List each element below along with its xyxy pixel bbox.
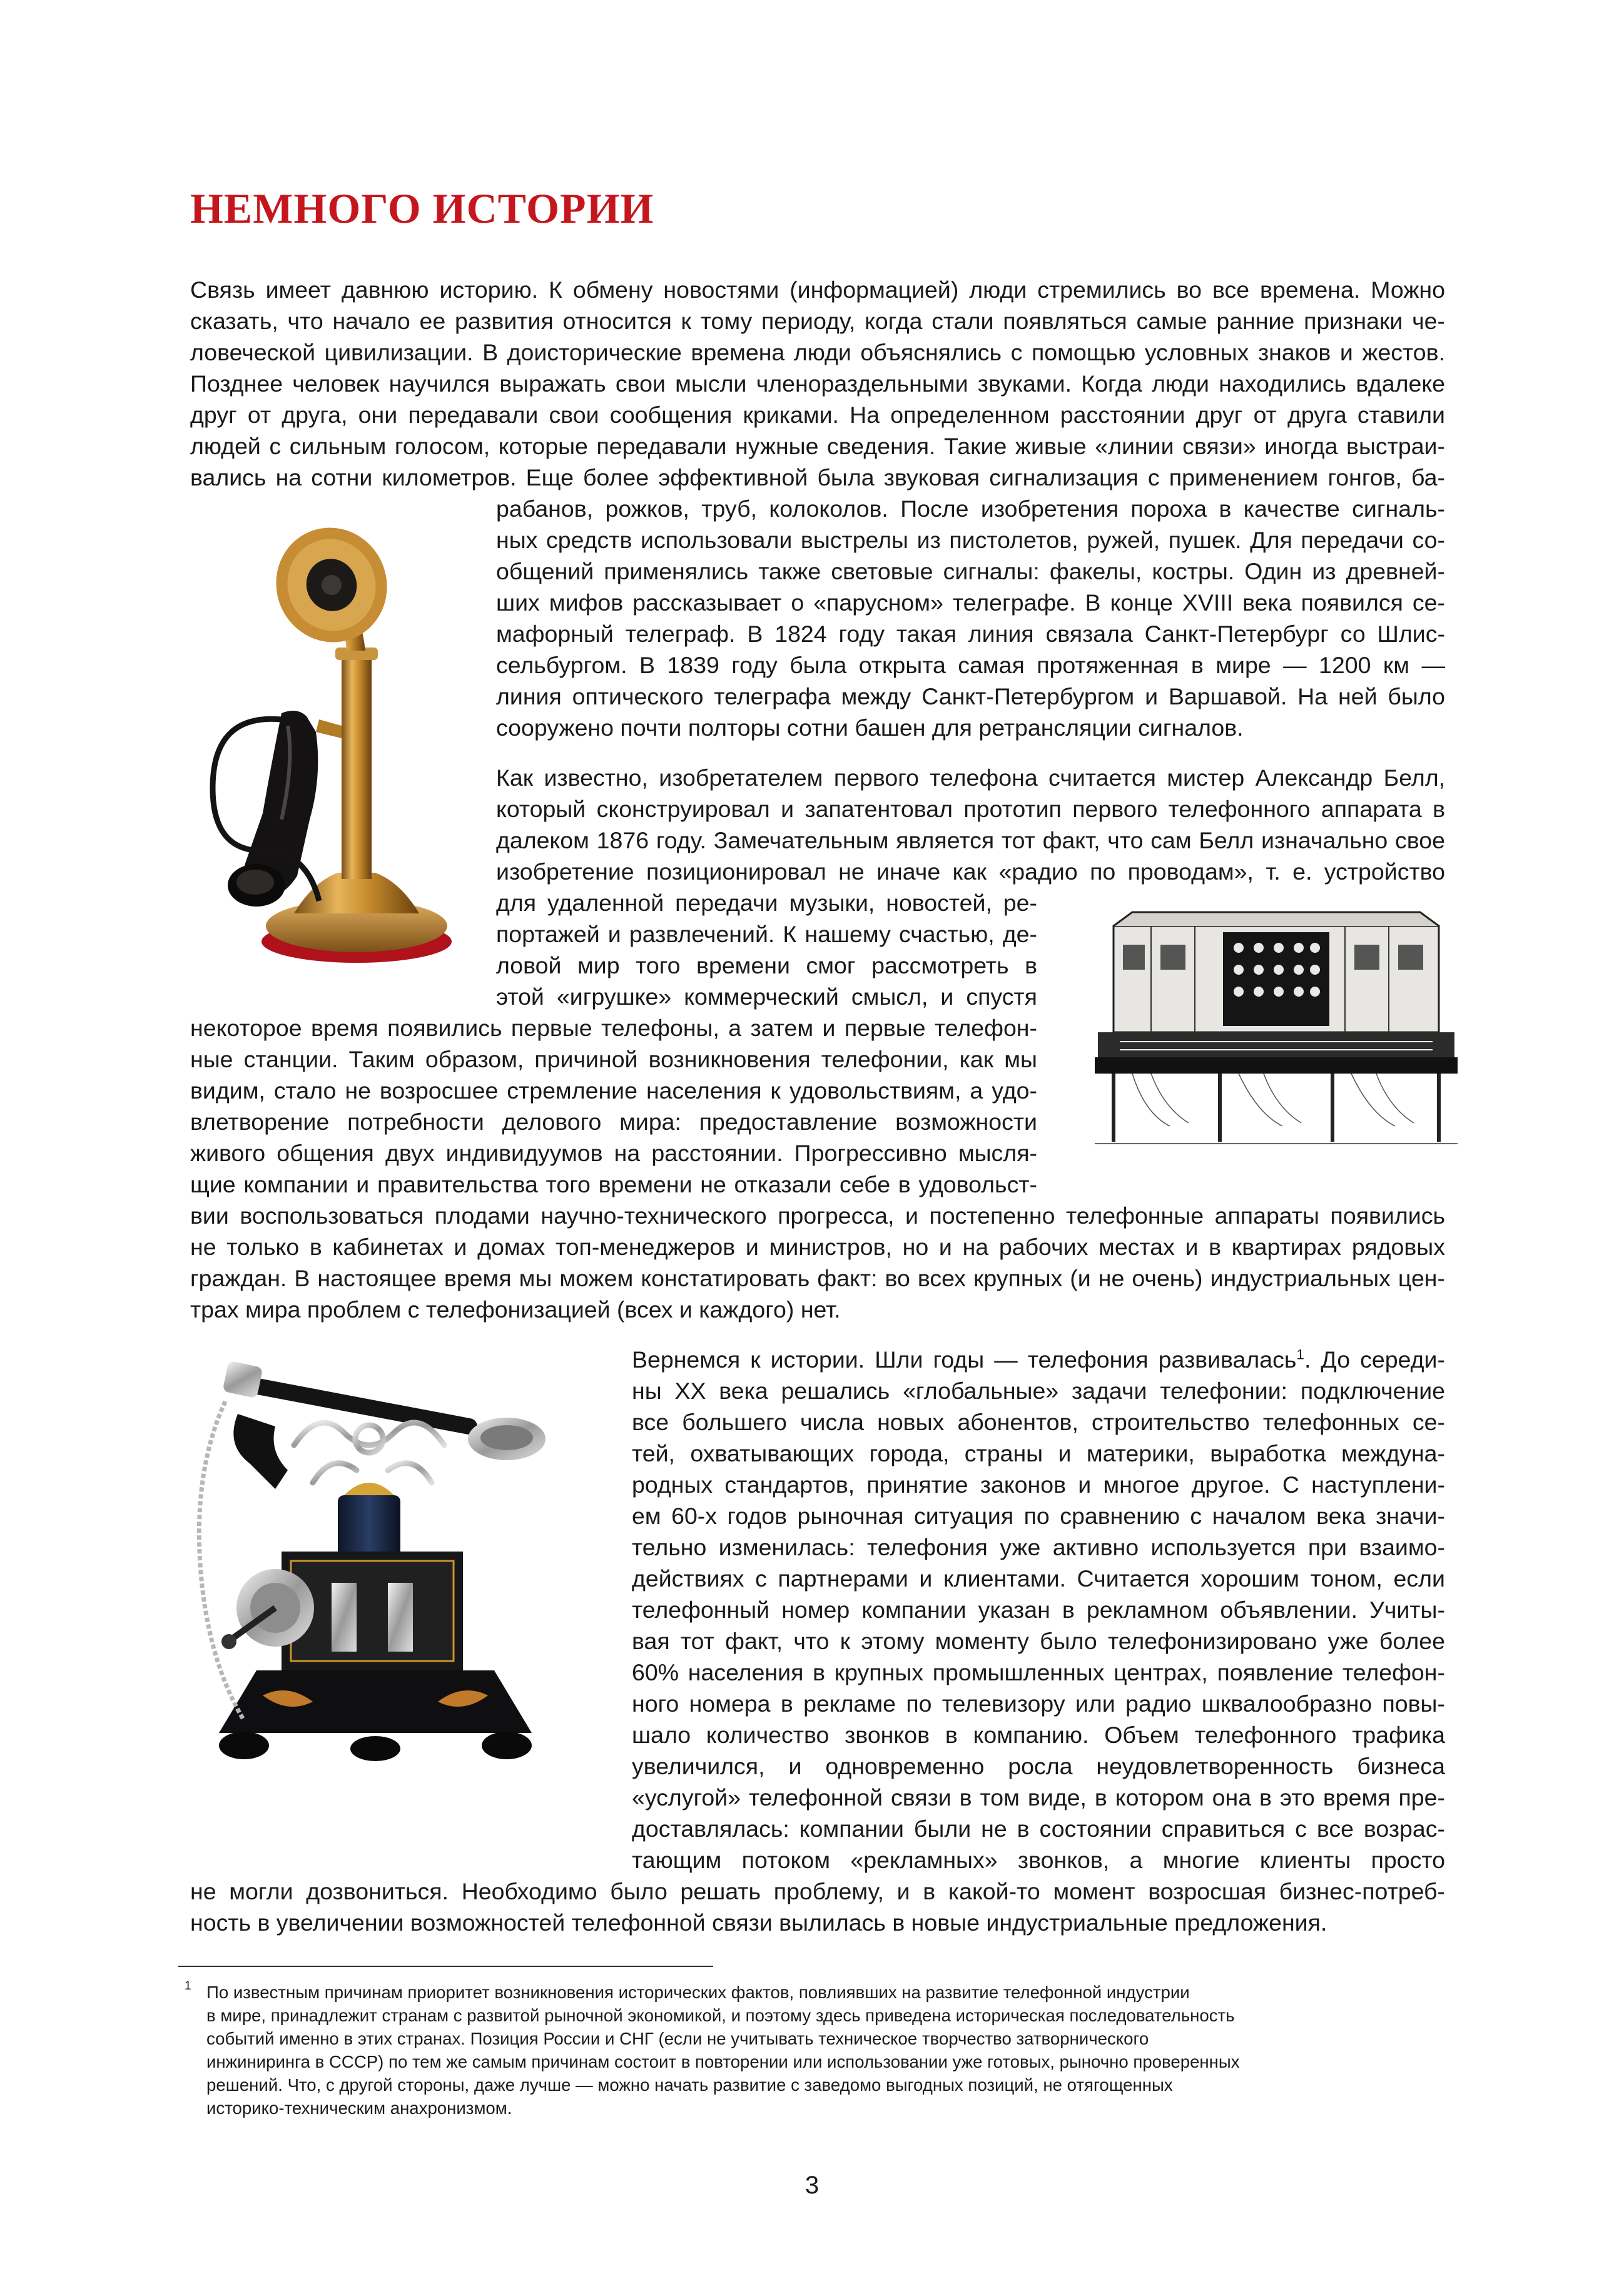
text-line: трах мира проблем с телефонизацией (всех и каждого) нет. <box>190 1296 841 1323</box>
footnote-line: в мире, принадлежит странам с развитой рыночной экономикой, и поэтому здесь приведена историческая последовательность <box>206 2006 1235 2025</box>
text-line: вались на сотни километров. Еще более эффективной была звуковая сигнализация с применением гонгов, ба- <box>190 464 1445 490</box>
text-line: не могли дозвониться. Необходимо было решать проблему, и в какой-то момент возросшая бизнес-потреб- <box>190 1878 1445 1904</box>
text-line: рабанов, рожков, труб, колоколов. После изобретения пороха в качестве сигналь- <box>496 495 1445 522</box>
text-line: 60% населения в крупных промышленных центрах, появление телефон- <box>632 1659 1445 1685</box>
text-line: Связь имеет давнюю историю. К обмену новостями (информацией) люди стремились во все времена. Можно <box>190 277 1445 303</box>
text-line: щие компании и правительства того времени не отказали себе в удовольст- <box>190 1171 1037 1197</box>
text-line: изобретение позиционировал не иначе как «радио по проводам», т. е. устройство <box>496 858 1445 885</box>
text-line: общений применялись также световые сигналы: факелы, костры. Один из древней- <box>496 558 1445 584</box>
text-line: этой «игрушке» коммерческий смысл, и спустя <box>496 983 1037 1010</box>
text-line: ших мифов рассказывает о «парусном» телеграфе. В конце XVIII века появился се- <box>496 589 1445 616</box>
text-line: сооружено почти полторы сотни башен для ретрансляции сигналов. <box>496 714 1244 741</box>
footnote-line: решений. Что, с другой стороны, даже лучше — можно начать развитие с заведомо выгодных позиций, не отягощенных <box>206 2075 1173 2095</box>
footnote-divider <box>178 1966 713 1967</box>
candlestick-telephone-image <box>188 526 463 976</box>
footnote-line: событий именно в этих странах. Позиция России и СНГ (если не учитывать техническое творчество затворнического <box>206 2029 1149 2048</box>
text-line: ловой мир того времени смог рассмотреть в <box>496 952 1037 978</box>
footnote-marker: 1 <box>185 1979 191 1993</box>
text-line: тельно изменилась: телефония уже активно используется при взаимо- <box>632 1534 1445 1560</box>
text-line: шало количество звонков в компанию. Объем телефонного трафика <box>632 1722 1445 1748</box>
text-line: вая тот факт, что к этому моменту было телефонизировано уже более <box>632 1628 1445 1654</box>
text-line: далеком 1876 году. Замечательным является тот факт, что сам Белл изначально свое <box>496 827 1445 853</box>
text-line: телефонный номер компании указан в рекламном объявлении. Учиты- <box>632 1597 1445 1623</box>
switchboard-image <box>1095 907 1458 1151</box>
text-line: который сконструировал и запатентовал прототип первого телефонного аппарата в <box>496 796 1445 822</box>
footnote-line: инжиниринга в СССР) по тем же самым причинам состоит в повторении или использовании уже готовых, рыночно проверенных <box>206 2052 1240 2071</box>
text-line: друг от друга, они передавали свои сообщения криками. На определенном расстоянии друг от друга ставили <box>190 402 1445 428</box>
text-line: увеличился, и одновременно росла неудовлетворенность бизнеса <box>632 1753 1445 1779</box>
text-line <box>632 1344 1445 1375</box>
text-line: действиях с партнерами и клиентами. Считается хорошим тоном, если <box>632 1565 1445 1592</box>
text-line: «услугой» телефонной связи в том виде, в котором она в это время пре- <box>632 1784 1445 1811</box>
text-line: Позднее человек научился выражать свои мысли членораздельными звуками. Когда люди находились вдалеке <box>190 370 1445 397</box>
text-line: мафорный телеграф. В 1824 году такая линия связала Санкт-Петербург со Шлис- <box>496 621 1445 647</box>
text-line: ем 60-х годов рыночная ситуация по сравнению с началом века значи- <box>632 1503 1445 1529</box>
text-line: живого общения двух индивидуумов на расстоянии. Прогрессивно мысля- <box>190 1140 1037 1166</box>
text-line: родных стандартов, принятие законов и многое другое. С наступлени- <box>632 1471 1445 1498</box>
text-line: сельбургом. В 1839 году была открыта самая протяженная в мире — 1200 км — <box>496 652 1445 678</box>
text-line: влетворение потребности делового мира: предоставление возможности <box>190 1109 1037 1135</box>
footnote-line: историко-техническим анахронизмом. <box>206 2098 512 2118</box>
text-line: вии воспользоваться плодами научно-технического прогресса, и постепенно телефонные аппараты появились <box>190 1202 1445 1229</box>
text-line: людей с сильным голосом, которые передавали нужные сведения. Такие живые «линии связи» иногда выстраи- <box>190 433 1445 459</box>
text-line: сказать, что начало ее развития относится к тому периоду, когда стали появляться самые ранние признаки че- <box>190 308 1445 334</box>
text-line: ные станции. Таким образом, причиной возникновения телефонии, как мы <box>190 1046 1037 1072</box>
page-title: НЕМНОГО ИСТОРИИ <box>190 185 654 232</box>
footnote-ref[interactable]: 1 <box>1296 1346 1304 1363</box>
text-line: не только в кабинетах и домах топ-менеджеров и министров, но и на рабочих местах и в квартирах рядовых <box>190 1234 1445 1260</box>
text-span: . До середи- <box>1304 1346 1445 1373</box>
text-line: тей, охватывающих города, страны и материки, выработка междуна- <box>632 1440 1445 1466</box>
text-line: ловеческой цивилизации. В доисторические времена люди объяснялись с помощью условных знаков и жестов. <box>190 339 1445 365</box>
text-span: Вернемся к истории. Шли годы — телефония развивалась <box>632 1346 1297 1373</box>
page-number: 3 <box>804 2172 820 2199</box>
ornate-telephone-image <box>181 1345 582 1770</box>
text-line: ность в увеличении возможностей телефонной связи вылилась в новые индустриальные предложения. <box>190 1909 1327 1936</box>
text-line: ного номера в рекламе по телевизору или радио шквалообразно повы- <box>632 1690 1445 1717</box>
text-line: ных средств использовали выстрелы из пистолетов, ружей, пушек. Для передачи со- <box>496 527 1445 553</box>
text-line: видим, стало не возросшее стремление населения к удовольствиям, а удо- <box>190 1077 1037 1104</box>
text-line: тающим потоком «рекламных» звонков, а многие клиенты просто <box>632 1847 1445 1873</box>
text-line: некоторое время появились первые телефоны, а затем и первые телефон- <box>190 1015 1037 1041</box>
text-line: все большего числа новых абонентов, строительство телефонных се- <box>632 1409 1445 1435</box>
text-line: Как известно, изобретателем первого телефона считается мистер Александр Белл, <box>496 765 1445 791</box>
text-line: доставлялась: компании были не в состоянии справиться с все возрас- <box>632 1816 1445 1842</box>
text-line: портажей и развлечений. К нашему счастью, де- <box>496 921 1037 947</box>
text-line: линия оптического телеграфа между Санкт-Петербургом и Варшавой. На ней было <box>496 683 1445 709</box>
footnote-line: По известным причинам приоритет возникновения исторических фактов, повлиявших на развитие телефонной индустрии <box>206 1983 1190 2002</box>
text-line: ны XX века решались «глобальные» задачи телефонии: подключение <box>632 1378 1445 1404</box>
text-line: для удаленной передачи музыки, новостей, ре- <box>496 890 1037 916</box>
text-line: граждан. В настоящее время мы можем констатировать факт: во всех крупных (и не очень) индустриальных цен- <box>190 1265 1445 1291</box>
